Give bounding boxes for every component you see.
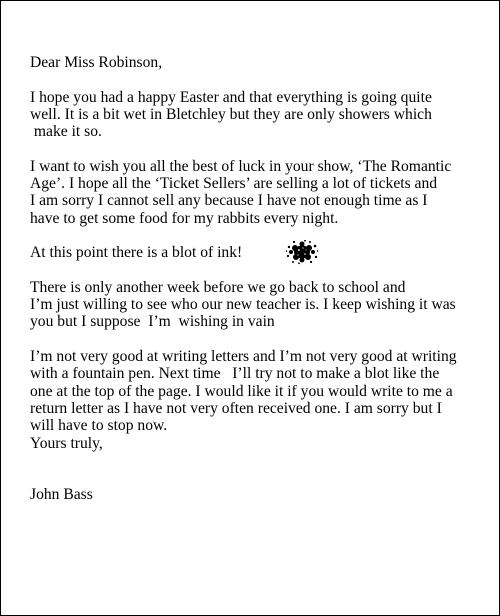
paragraph-line: will have to stop now.: [30, 417, 168, 435]
paragraph-line: I want to wish you all the best of luck in your show, ‘The Romantic: [30, 157, 452, 175]
signature: John Bass: [30, 486, 93, 504]
paragraph-spacer: [30, 71, 488, 88]
paragraph-line: I hope you had a happy Easter and that everything is going quite: [30, 88, 432, 106]
paragraph-show: [30, 158, 488, 227]
signature-spacer: [30, 452, 488, 487]
paragraph-line: you but I suppose I’m wishing in vain: [30, 313, 275, 331]
paragraph-line: Age’. I hope all the ‘Ticket Sellers’ are selling a lot of tickets and: [30, 175, 438, 193]
paragraph-line: with a fountain pen. Next time I’ll try not to make a blot like the: [30, 365, 440, 383]
salutation: Dear Miss Robinson,: [30, 54, 163, 71]
paragraph-line: I am sorry I cannot sell any because I have not enough time as I: [30, 192, 428, 210]
letter-body: [30, 54, 488, 504]
paragraph-line: have to get some food for my rabbits every night.: [30, 209, 339, 227]
paragraph-teacher: [30, 279, 488, 331]
paragraph-spacer: [30, 262, 488, 279]
paragraph-spacer: [30, 227, 488, 244]
paragraph-line: There is only another week before we go back to school and: [30, 278, 406, 296]
paragraph-line: well. It is a bit wet in Bletchley but they are only showers which: [30, 105, 432, 123]
paragraph-line: make it so.: [30, 123, 102, 141]
paragraph-line: return letter as I have not very often received one. I am sorry but I: [30, 399, 442, 417]
paragraph-fountain-pen: [30, 348, 488, 434]
ink-blot-paragraph: [30, 244, 488, 261]
paragraph-line: one at the top of the page. I would like it if you would write to me a: [30, 382, 453, 400]
paragraph-spacer: [30, 140, 488, 157]
paragraph-line: I’m just willing to see who our new teacher is. I keep wishing it was: [30, 296, 456, 314]
paragraph-line: I’m not very good at writing letters and I’m not very good at writing: [30, 348, 457, 366]
ink-blot-text: At this point there is a blot of ink!: [30, 244, 243, 262]
paragraph-spacer: [30, 331, 488, 348]
ink-blot-icon: [285, 239, 319, 265]
closing: Yours truly,: [30, 434, 103, 452]
paragraph-easter: [30, 89, 488, 141]
